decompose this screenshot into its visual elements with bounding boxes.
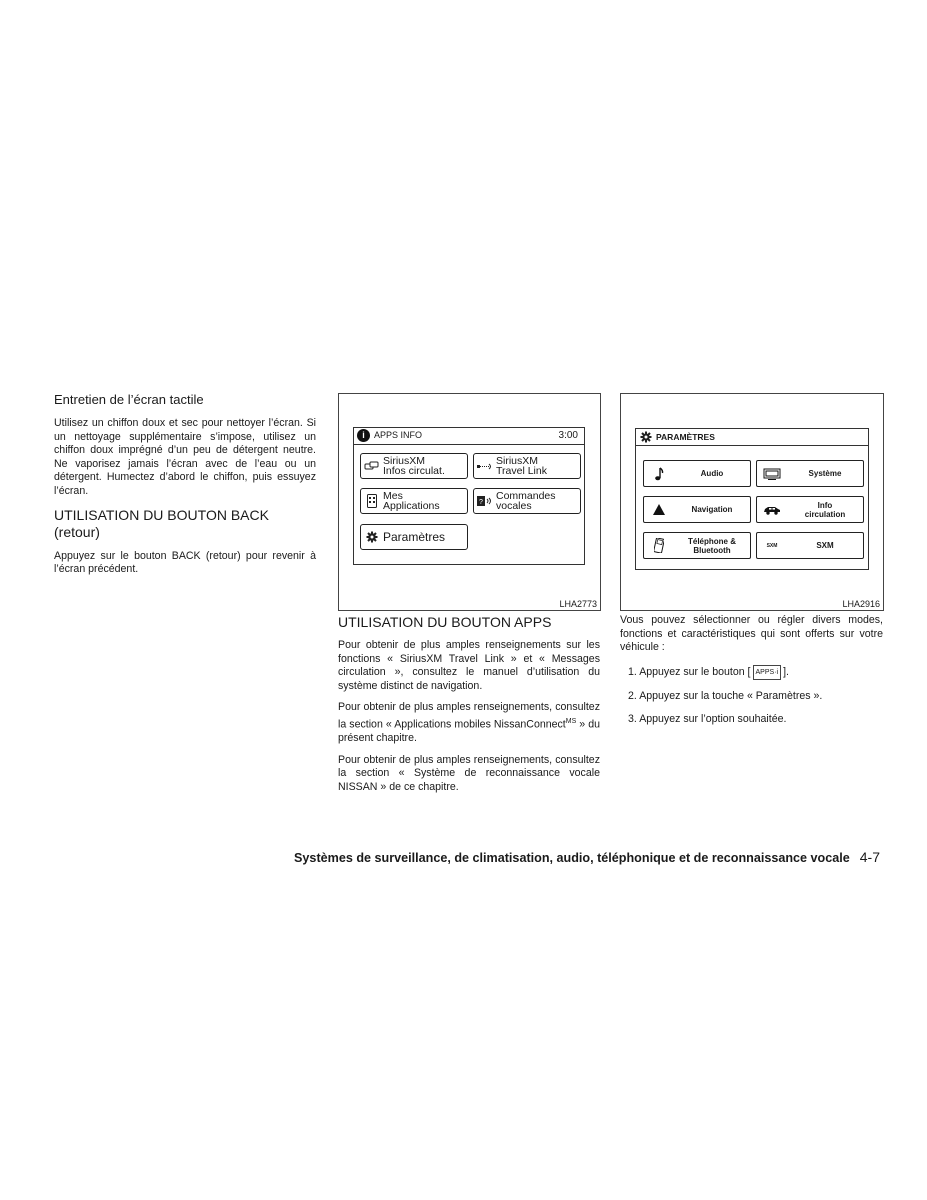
settings-title: PARAMÈTRES xyxy=(656,432,715,442)
system-label: Système xyxy=(808,469,842,478)
heading-screen-care: Entretien de l’écran tactile xyxy=(54,392,204,407)
apps-info-title: APPS INFO xyxy=(374,430,423,440)
triangle-icon xyxy=(644,504,674,515)
steps-list xyxy=(620,665,883,726)
apps-info-screen xyxy=(353,427,585,565)
footer-title: Systèmes de surveillance, de climatisation, audio, téléphonique et de reconnaissance vocale xyxy=(294,851,850,865)
left-column xyxy=(54,392,316,585)
svg-text:?: ? xyxy=(479,499,483,506)
siriusxm-traffic-button[interactable] xyxy=(360,453,468,479)
apps-info-header xyxy=(354,428,584,445)
trademark-superscript: MS xyxy=(565,717,577,725)
voice-commands-button[interactable] xyxy=(473,488,581,514)
paragraph-apps-1: Pour obtenir de plus amples renseignements sur les fonctions « SiriusXM Travel Link » et « Messages circulation », consultez le manuel d’utilisation du système distinct de navigation. xyxy=(338,639,600,692)
audio-label: Audio xyxy=(700,469,724,478)
figure-settings xyxy=(620,393,884,611)
my-apps-label: Mes Applications xyxy=(383,489,440,512)
signal-icon xyxy=(474,462,496,470)
settings-button[interactable] xyxy=(360,524,468,550)
page-number: 4-7 xyxy=(859,849,880,865)
step-1-end: ]. xyxy=(783,665,789,678)
middle-column xyxy=(338,614,600,802)
traffic-info-button[interactable] xyxy=(756,496,864,523)
step-3: 3. Appuyez sur l’option souhaitée. xyxy=(628,712,787,725)
monitor-icon xyxy=(757,468,787,480)
music-note-icon xyxy=(644,467,674,481)
settings-gear-icon xyxy=(640,431,652,445)
settings-label: Paramètres xyxy=(383,529,446,544)
paragraph-apps-2-end: » du présent chapitre. xyxy=(338,718,600,745)
apps-key-icon: APPS·i xyxy=(753,665,782,680)
page-footer xyxy=(0,849,880,865)
step-2: 2. Appuyez sur la touche « Paramètres ». xyxy=(628,689,823,702)
right-column xyxy=(620,614,883,736)
siriusxm-traffic-label: SiriusXM Infos circulat. xyxy=(383,454,445,477)
voice-commands-label: Commandes vocales xyxy=(496,489,556,512)
settings-screen xyxy=(635,428,869,570)
figure-label-2: LHA2916 xyxy=(842,599,880,609)
sxm-label: SXM xyxy=(816,541,834,550)
step-1 xyxy=(628,665,883,680)
traffic-info-label: Info circulation xyxy=(804,500,846,519)
paragraph-apps-2-start: Pour obtenir de plus amples renseignements, consultez la section « Applications mobiles NissanConnect xyxy=(338,701,600,731)
figure-label-1: LHA2773 xyxy=(559,599,597,609)
navigation-button[interactable] xyxy=(643,496,751,523)
car-icon xyxy=(757,505,787,515)
settings-header xyxy=(636,429,868,446)
paragraph-apps-2 xyxy=(338,701,600,745)
siriusxm-travel-link-button[interactable] xyxy=(473,453,581,479)
info-icon: i xyxy=(357,429,370,442)
sxm-button[interactable] xyxy=(756,532,864,559)
system-button[interactable] xyxy=(756,460,864,487)
clock: 3:00 xyxy=(558,430,578,441)
gear-icon xyxy=(361,531,383,543)
phone-bluetooth-button[interactable] xyxy=(643,532,751,559)
paragraph-settings-intro: Vous pouvez sélectionner ou régler divers modes, fonctions et caractéristiques qui sont offerts sur votre véhicule : xyxy=(620,614,883,654)
paragraph-back-button: Appuyez sur le bouton BACK (retour) pour revenir à l’écran précédent. xyxy=(54,549,316,576)
phone-bluetooth-label: Téléphone & Bluetooth xyxy=(687,536,736,555)
traffic-icon xyxy=(361,461,383,471)
sxm-icon: SXM xyxy=(766,542,778,549)
phone-icon xyxy=(644,538,674,553)
voice-icon xyxy=(474,495,496,507)
heading-back-button: UTILISATION DU BOUTON BACK (retour) xyxy=(54,506,269,540)
paragraph-apps-3: Pour obtenir de plus amples renseignements, consultez la section « Système de reconnaissance vocale NISSAN » de ce chapitre. xyxy=(338,753,600,793)
my-apps-button[interactable] xyxy=(360,488,468,514)
audio-button[interactable] xyxy=(643,460,751,487)
paragraph-screen-care: Utilisez un chiffon doux et sec pour nettoyer l’écran. Si un nettoyage supplémentaire s’impose, utilisez un chiffon doux imprégné d’un peu de détergent neutre. Ne vaporisez jamais l’écran avec de l’eau ou un détergent. Humectez d’abord le chiffon, puis essuyez l’écran. xyxy=(54,417,316,497)
siriusxm-travel-link-label: SiriusXM Travel Link xyxy=(496,454,547,477)
step-1-text: 1. Appuyez sur le bouton [ xyxy=(628,665,751,678)
navigation-label: Navigation xyxy=(691,505,733,514)
figure-apps-info xyxy=(338,393,601,611)
heading-apps-button: UTILISATION DU BOUTON APPS xyxy=(338,614,552,630)
phone-apps-icon xyxy=(361,494,383,508)
